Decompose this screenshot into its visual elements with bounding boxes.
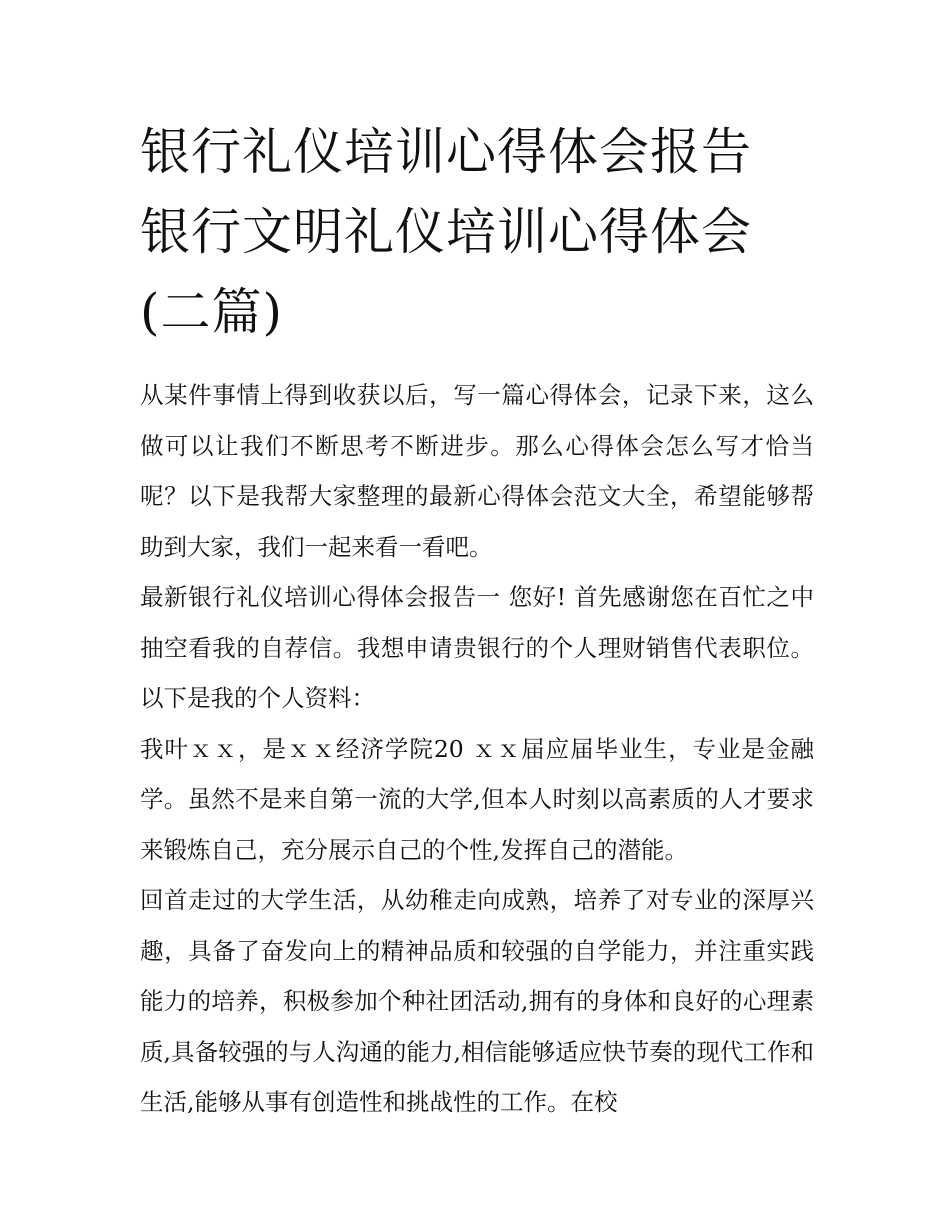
college-experience-paragraph: 回首走过的大学生活，从幼稚走向成熟，培养了对专业的深厚兴趣，具备了奋发向上的精神品质和较强的自学能力，并注重实践能力的培养，积极参加个种社团活动,拥有的身体和良好的心理素质,具备较强的与人沟通的能力,相信能够适应快节奏的现代工作和生活,能够从事有创造性和挑战性的工作。在校 <box>140 886 814 1116</box>
self-introduction-paragraph: 我叶ｘｘ，是ｘｘ经济学院20 ｘｘ届应届毕业生，专业是金融学。虽然不是来自第一流的大学,但本人时刻以高素质的人才要求来锻炼自己，充分展示自己的个性,发挥自己的潜能。 <box>140 734 814 864</box>
document-title: 银行礼仪培训心得体会报告 银行文明礼仪培训心得体会(二篇) <box>140 123 752 341</box>
intro-paragraph: 从某件事情上得到收获以后，写一篇心得体会，记录下来，这么做可以让我们不断思考不断进步。那么心得体会怎么写才恰当呢？以下是我帮大家整理的最新心得体会范文大全，希望能够帮助到大家，我们一起来看一看吧。 <box>140 381 814 561</box>
letter-opening-paragraph: 最新银行礼仪培训心得体会报告一 您好! 首先感谢您在百忙之中抽空看我的自荐信。我想申请贵银行的个人理财销售代表职位。以下是我的个人资料： <box>140 583 814 712</box>
document-body <box>140 112 814 1128</box>
